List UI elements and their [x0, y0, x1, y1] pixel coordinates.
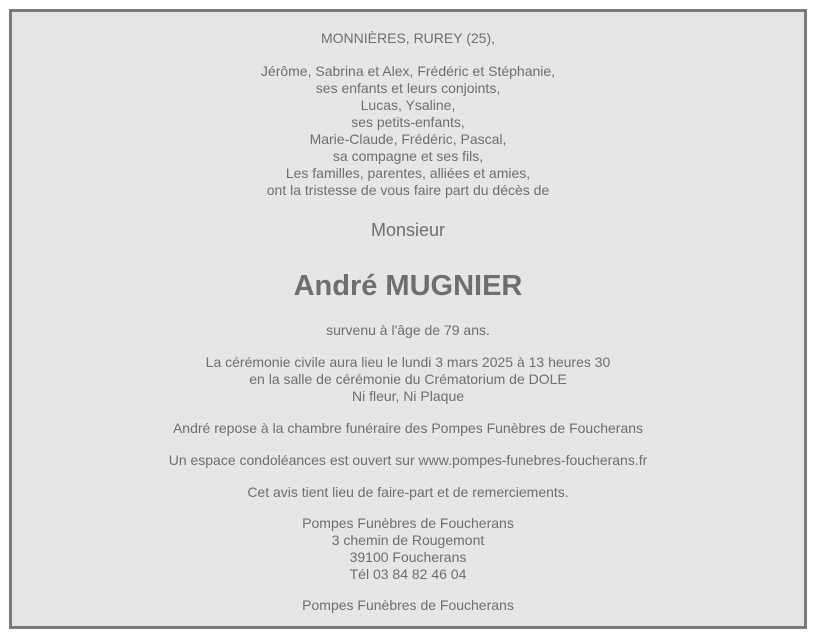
funeral-home-line: 3 chemin de Rougemont [331, 532, 485, 548]
obituary-notice [9, 9, 807, 629]
family-line: ses petits-enfants, [351, 114, 465, 130]
age-line: survenu à l'âge de 79 ans. [326, 322, 490, 338]
ceremony-details [12, 354, 804, 405]
funeral-home-address [12, 515, 804, 583]
ceremony-line: La cérémonie civile aura lieu le lundi 3 mars 2025 à 13 heures 30 [205, 354, 611, 370]
location-line: MONNIÈRES, RUREY (25), [321, 30, 495, 46]
funeral-home-line: 39100 Foucherans [349, 549, 467, 565]
ceremony-line: Ni fleur, Ni Plaque [351, 388, 465, 404]
deceased-name: André MUGNIER [293, 270, 523, 302]
deceased-title: Monsieur [370, 220, 446, 240]
family-line: ses enfants et leurs conjoints, [315, 80, 501, 96]
ceremony-line: en la salle de cérémonie du Crématorium de DOLE [249, 371, 567, 387]
family-line: Marie-Claude, Frédéric, Pascal, [309, 131, 507, 147]
rest-place-line: André repose à la chambre funéraire des Pompes Funèbres de Foucherans [172, 420, 644, 436]
footer-signature: Pompes Funèbres de Foucherans [302, 597, 514, 613]
family-announcement [12, 63, 804, 199]
notice-line: Cet avis tient lieu de faire-part et de remerciements. [247, 484, 569, 500]
funeral-home-line: Pompes Funèbres de Foucherans [302, 515, 514, 531]
family-line: sa compagne et ses fils, [332, 148, 484, 164]
family-line: Les familles, parentes, alliées et amies, [285, 165, 531, 181]
funeral-home-line: Tél 03 84 82 46 04 [349, 566, 467, 582]
condolences-line: Un espace condoléances est ouvert sur www.pompes-funebres-foucherans.fr [168, 452, 648, 468]
family-line: ont la tristesse de vous faire part du décès de [266, 182, 550, 198]
location-header [12, 30, 804, 47]
family-line: Lucas, Ysaline, [360, 97, 456, 113]
family-line: Jérôme, Sabrina et Alex, Frédéric et Stéphanie, [260, 63, 556, 79]
